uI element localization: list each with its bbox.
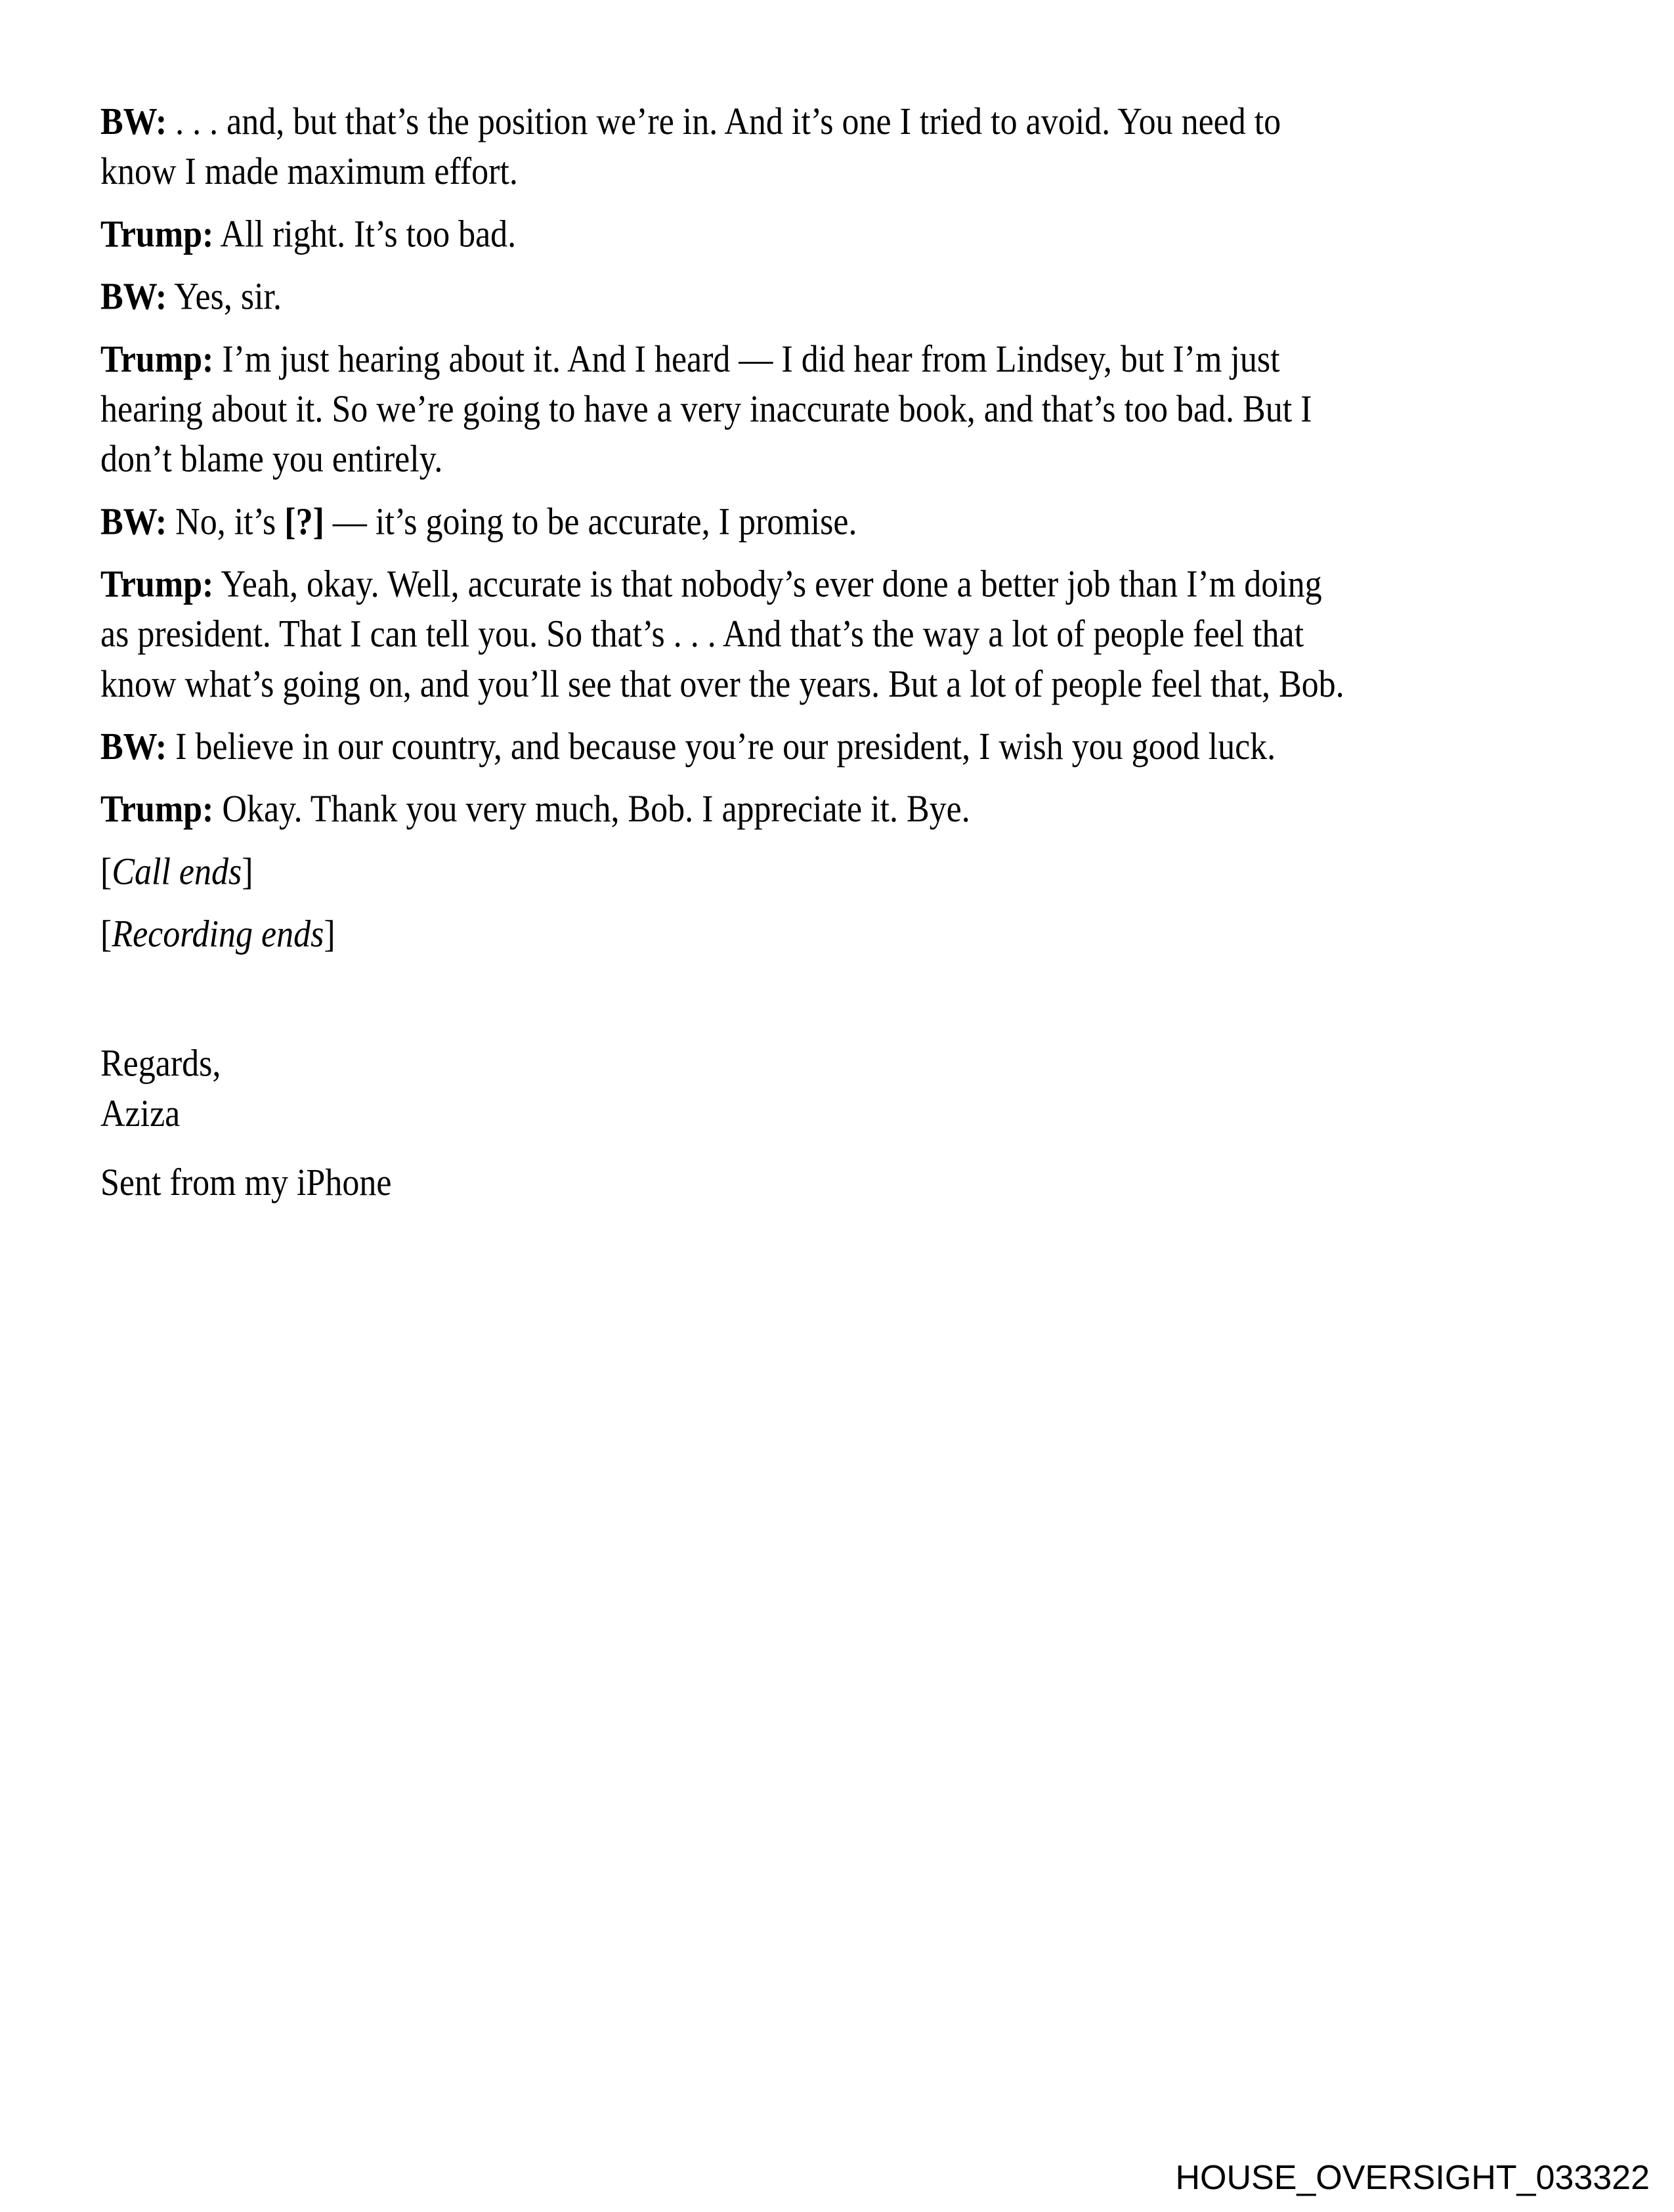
speaker-label-bw: BW:	[100, 726, 167, 768]
signature-closing: Regards,	[100, 1043, 221, 1085]
call-ends-note	[100, 847, 1344, 897]
transcript-line	[100, 559, 1344, 609]
stage-direction-line	[100, 910, 1344, 960]
speaker-label-bw: BW:	[100, 100, 167, 143]
transcript-paragraph-trump-3	[100, 559, 1344, 709]
transcript-line: don’t blame you entirely.	[100, 438, 443, 481]
transcript-text: Okay. Thank you very much, Bob. I appreciate it. Bye.	[213, 788, 970, 831]
transcript-line	[100, 785, 1344, 835]
stage-direction-text: Call ends	[112, 851, 242, 893]
transcript-paragraph-bw-2	[100, 272, 1344, 322]
email-signature	[100, 1039, 1344, 1209]
transcript-text: All right. It’s too bad.	[213, 213, 517, 255]
transcript-line	[100, 272, 1344, 322]
speaker-label-trump: Trump:	[100, 338, 214, 381]
transcript-text: No, it’s	[167, 500, 285, 543]
stage-direction-line	[100, 847, 1344, 897]
bracket-open: [	[100, 913, 112, 956]
transcript-paragraph-bw-4	[100, 722, 1344, 772]
stage-direction-text: Recording ends	[112, 913, 324, 956]
transcript-line	[100, 97, 1344, 147]
transcript-text: I’m just hearing about it. And I heard — I did hear from Lindsey, but I’m just	[213, 338, 1280, 381]
sent-from-iphone-line: Sent from my iPhone	[100, 1161, 392, 1204]
bracket-close: ]	[242, 851, 253, 893]
transcript-paragraph-bw-3	[100, 497, 1344, 547]
recording-ends-note	[100, 910, 1344, 960]
transcript-line	[100, 209, 1344, 259]
bracket-close: ]	[324, 913, 335, 956]
bracket-open: [	[100, 851, 112, 893]
transcript-line: know what’s going on, and you’ll see that over the years. But a lot of people feel that, Bob.	[100, 663, 1344, 706]
transcript-text: Yeah, okay. Well, accurate is that nobody’s ever done a better job than I’m doing	[213, 563, 1322, 605]
transcript-text: — it’s going to be accurate, I promise.	[324, 500, 857, 543]
transcript-line	[100, 335, 1344, 385]
transcript-line	[100, 497, 1344, 547]
transcript-text: . . . and, but that’s the position we’re in. And it’s one I tried to avoid. You need to	[167, 100, 1281, 143]
transcript-line: as president. That I can tell you. So that’s . . . And that’s the way a lot of people feel that	[100, 613, 1304, 656]
speaker-label-trump: Trump:	[100, 213, 214, 255]
transcript-paragraph-bw-1	[100, 97, 1344, 197]
transcript-line	[100, 722, 1344, 772]
speaker-label-bw: BW:	[100, 500, 167, 543]
speaker-label-bw: BW:	[100, 276, 167, 318]
transcript-line: know I made maximum effort.	[100, 150, 518, 193]
transcript-paragraph-trump-4	[100, 785, 1344, 835]
bates-number: HOUSE_OVERSIGHT_033322	[1175, 2159, 1650, 2197]
signature-name: Aziza	[100, 1093, 181, 1135]
speaker-label-trump: Trump:	[100, 788, 214, 831]
unclear-audio-marker: [?]	[284, 500, 324, 543]
transcript-line: hearing about it. So we’re going to have a very inaccurate book, and that’s too bad. But I	[100, 388, 1312, 431]
email-transcript-body	[100, 97, 1344, 1208]
transcript-paragraph-trump-2	[100, 335, 1344, 485]
speaker-label-trump: Trump:	[100, 563, 214, 605]
transcript-paragraph-trump-1	[100, 209, 1344, 259]
transcript-text: Yes, sir.	[167, 276, 282, 318]
transcript-text: I believe in our country, and because you’re our president, I wish you good luck.	[167, 726, 1276, 768]
